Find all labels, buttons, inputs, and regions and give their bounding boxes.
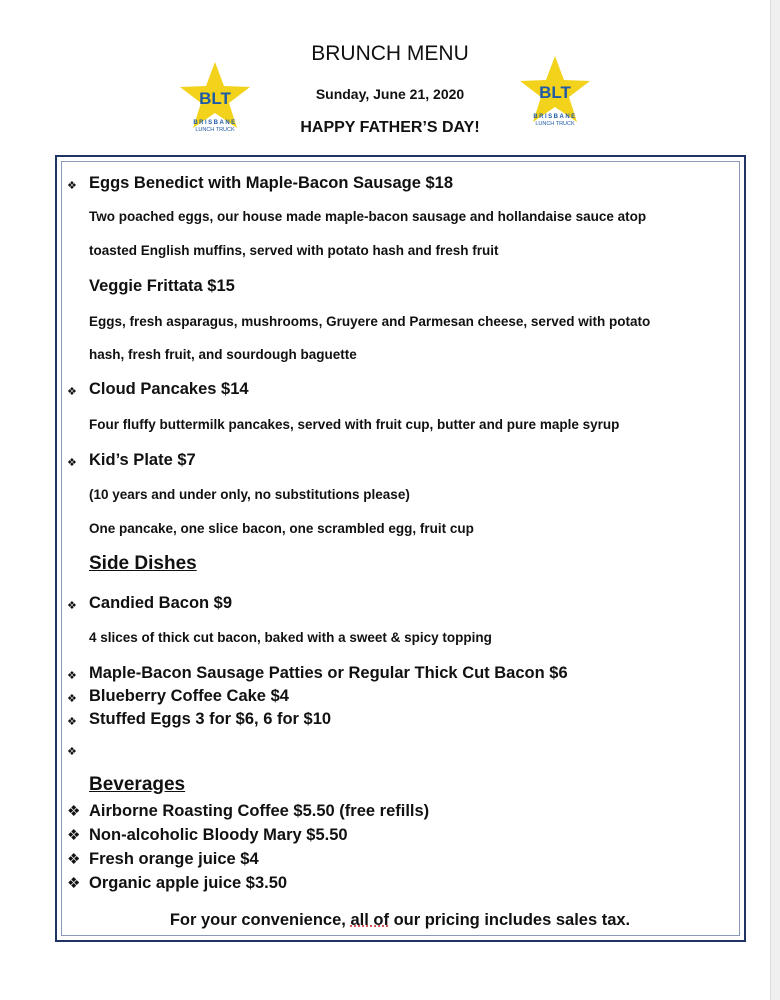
diamond-bullet-icon: ❖ (67, 746, 77, 758)
beverage-item: Organic apple juice $3.50 (89, 874, 288, 892)
svg-text:BRISBANE: BRISBANE (193, 120, 237, 126)
diamond-bullet-icon: ❖ (67, 386, 77, 398)
diamond-bullet-icon: ❖ (67, 827, 81, 844)
side-item-name: Blueberry Coffee Cake $4 (89, 687, 289, 705)
diamond-bullet-icon: ❖ (67, 670, 77, 682)
diamond-bullet-icon: ❖ (67, 457, 77, 469)
menu-item-desc: Eggs, fresh asparagus, mushrooms, Gruyere and Parmesan cheese, served with potato (89, 314, 651, 329)
side-item-name: Maple-Bacon Sausage Patties or Regular Thick Cut Bacon $6 (89, 664, 568, 682)
diamond-bullet-icon: ❖ (67, 600, 77, 612)
svg-text:LUNCH TRUCK: LUNCH TRUCK (535, 121, 575, 127)
section-heading-sides: Side Dishes (89, 553, 197, 574)
diamond-bullet-icon: ❖ (67, 851, 81, 868)
side-item-name: Stuffed Eggs 3 for $6, 6 for $10 (89, 710, 332, 728)
section-heading-beverages: Beverages (89, 774, 186, 795)
beverage-item: Fresh orange juice $4 (89, 850, 259, 868)
menu-item-name: Cloud Pancakes $14 (89, 380, 249, 398)
menu-item-desc: (10 years and under only, no substitutions please) (89, 487, 410, 502)
menu-item-desc: toasted English muffins, served with potato hash and fresh fruit (89, 243, 499, 258)
menu-item-desc: Four fluffy buttermilk pancakes, served with fruit cup, butter and pure maple syrup (89, 417, 620, 432)
menu-item-desc: One pancake, one slice bacon, one scrambled egg, fruit cup (89, 521, 474, 536)
beverage-item: Non-alcoholic Bloody Mary $5.50 (89, 826, 348, 844)
svg-text:BLT: BLT (199, 89, 231, 108)
footer-underlined: all of (350, 911, 389, 929)
blt-logo-right (520, 56, 590, 131)
scrollbar[interactable] (770, 0, 780, 1000)
menu-item-desc: Two poached eggs, our house made maple-bacon sausage and hollandaise sauce atop (89, 209, 647, 224)
side-item-desc: 4 slices of thick cut bacon, baked with a sweet & spicy topping (89, 630, 492, 645)
diamond-bullet-icon: ❖ (67, 716, 77, 728)
blt-logo-left (180, 62, 250, 137)
greeting: HAPPY FATHER’S DAY! (300, 119, 480, 136)
svg-text:BLT: BLT (539, 83, 571, 102)
svg-text:BRISBANE: BRISBANE (533, 114, 577, 120)
menu-item-name: Kid’s Plate $7 (89, 451, 196, 469)
side-item-name: Candied Bacon $9 (89, 594, 233, 612)
svg-text:LUNCH TRUCK: LUNCH TRUCK (195, 127, 235, 133)
page-title: BRUNCH MENU (311, 42, 469, 65)
diamond-bullet-icon: ❖ (67, 875, 81, 892)
diamond-bullet-icon: ❖ (67, 180, 77, 192)
footer-note (0, 911, 780, 930)
menu-item-desc: hash, fresh fruit, and sourdough baguette (89, 347, 357, 362)
menu-item-name: Veggie Frittata $15 (89, 277, 235, 295)
diamond-bullet-icon: ❖ (67, 803, 81, 820)
menu-item-name: Eggs Benedict with Maple-Bacon Sausage $18 (89, 174, 454, 192)
beverage-item: Airborne Roasting Coffee $5.50 (free refills) (89, 802, 430, 820)
diamond-bullet-icon: ❖ (67, 693, 77, 705)
menu-date: Sunday, June 21, 2020 (315, 86, 465, 102)
footer-text: For your convenience, (169, 911, 351, 929)
footer-text: our pricing includes sales tax. (388, 911, 631, 929)
